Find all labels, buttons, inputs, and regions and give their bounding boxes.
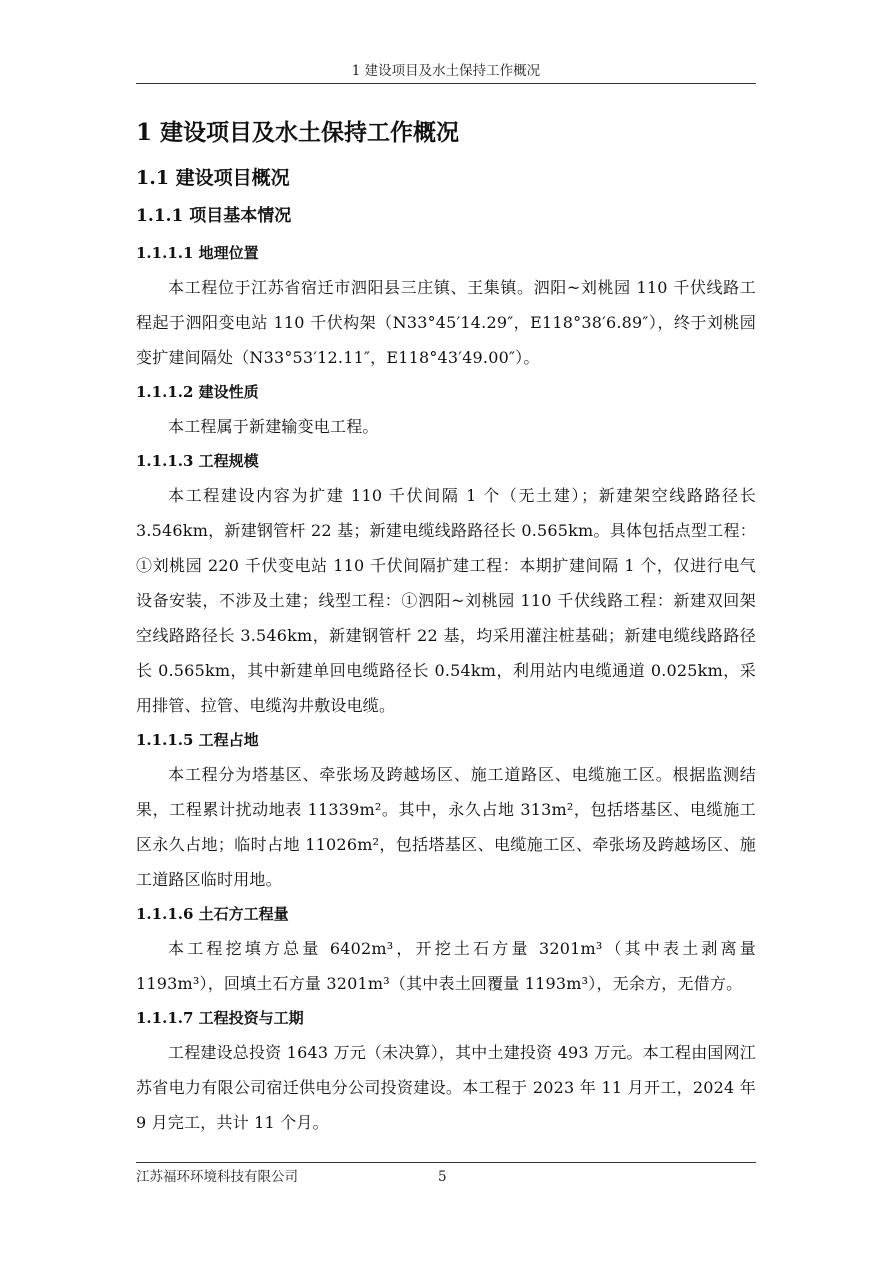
heading-nature: 1.1.1.2 建设性质 (136, 383, 259, 401)
footer-rule (136, 1162, 756, 1163)
header-rule (136, 83, 756, 84)
paragraph-scale: 本工程建设内容为扩建 110 千伏间隔 1 个（无土建）；新建架空线路路径长 3.546km，新建钢管杆 22 基；新建电缆线路路径长 0.565km。具体包括点型工程：①刘桃园 220 千伏变电站 110 千伏间隔扩建工程：本期扩建间隔 1 个，仅进行电气设备安装，不涉及土建；线型工程：①泗阳~刘桃园 110 千伏线路工程：新建双回架空线路路径长 3.546km，新建钢管杆 22 基，均采用灌注桩基础；新建电缆线路路径长 0.565km，其中新建单回电缆路径长 0.54km，利用站内电缆通道 0.025km，采用排管、拉管、电缆沟井敷设电缆。 (136, 486, 756, 715)
heading-location: 1.1.1.1 地理位置 (136, 244, 259, 262)
page-number: 5 (438, 1169, 447, 1185)
heading-investment: 1.1.1.7 工程投资与工期 (136, 1009, 304, 1027)
chapter-title: 1 建设项目及水土保持工作概况 (136, 119, 460, 146)
heading-land-use: 1.1.1.5 工程占地 (136, 731, 259, 749)
section-heading: 1.1 建设项目概况 (136, 167, 290, 189)
subsection-heading: 1.1.1 项目基本情况 (136, 206, 292, 226)
document-body (136, 112, 756, 1140)
paragraph-land-use: 本工程分为塔基区、牵张场及跨越场区、施工道路区、电缆施工区。根据监测结果，工程累计扰动地表 11339m²。其中，永久占地 313m²，包括塔基区、电缆施工区永久占地；临时占地 11026m²，包括塔基区、电缆施工区、牵张场及跨越场区、施工道路区临时用地。 (136, 765, 756, 889)
heading-scale: 1.1.1.3 工程规模 (136, 452, 259, 470)
paragraph-nature: 本工程属于新建输变电工程。 (168, 417, 379, 436)
running-header: 1 建设项目及水土保持工作概况 (351, 63, 541, 79)
heading-earthwork: 1.1.1.6 土石方工程量 (136, 905, 289, 923)
paragraph-earthwork: 本工程挖填方总量 6402m³，开挖土石方量 3201m³（其中表土剥离量 1193m³），回填土石方量 3201m³（其中表土回覆量 1193m³），无余方，无借方。 (136, 939, 756, 993)
paragraph-investment: 工程建设总投资 1643 万元（未决算），其中土建投资 493 万元。本工程由国网江苏省电力有限公司宿迁供电分公司投资建设。本工程于 2023 年 11 月开工，2024 年 9 月完工，共计 11 个月。 (136, 1043, 757, 1132)
paragraph-location: 本工程位于江苏省宿迁市泗阳县三庄镇、王集镇。泗阳~刘桃园 110 千伏线路工程起于泗阳变电站 110 千伏构架（N33°45′14.29″，E118°38′6.89″），终于刘桃园变扩建间隔处（N33°53′12.11″，E118°43′49.00″）。 (136, 278, 756, 367)
footer-company: 江苏福环环境科技有限公司 (136, 1169, 298, 1185)
